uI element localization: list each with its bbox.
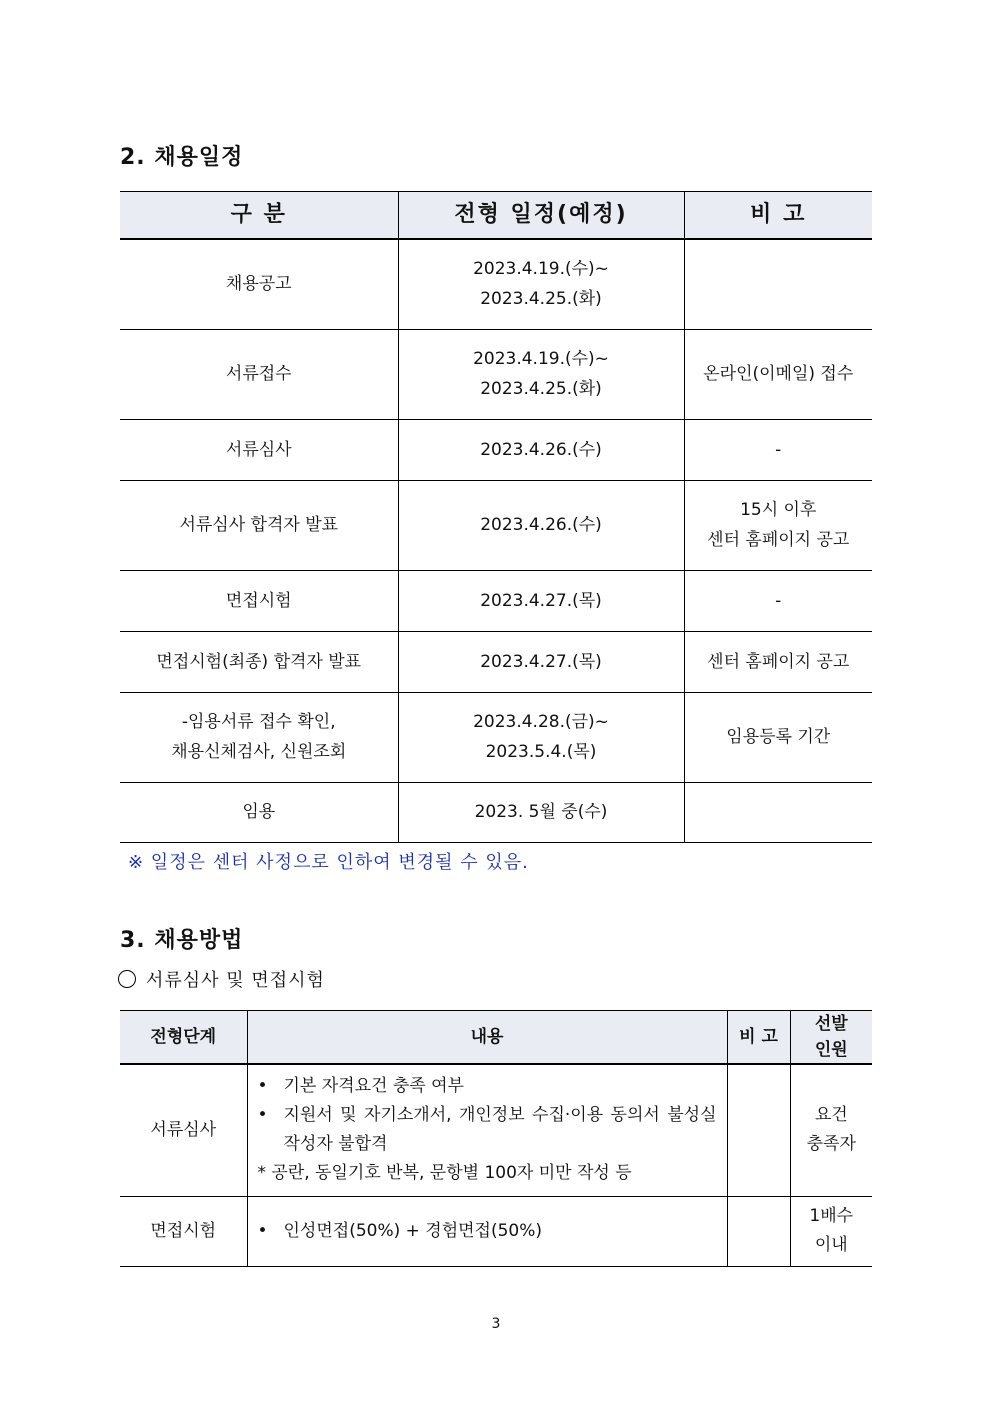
cell-text: 채용신체검사, 신원조회	[171, 742, 347, 762]
method-row-document	[120, 1064, 872, 1196]
cell-text: 2023.4.27.(목)	[480, 590, 602, 611]
schedule-row	[120, 329, 872, 419]
schedule-header-row	[120, 192, 872, 240]
schedule-cell-date	[398, 570, 684, 631]
schedule-cell-stage	[120, 631, 398, 692]
schedule-row	[120, 782, 872, 842]
content-interview	[247, 1196, 727, 1266]
cell-text: 센터 홈페이지 공고	[707, 530, 850, 550]
schedule-cell-note	[684, 329, 872, 419]
selection-line2: 충족자	[806, 1134, 856, 1155]
cell-text: 서류심사	[225, 439, 292, 460]
page-number: 3	[491, 1316, 501, 1332]
cell-text: 15시 이후	[740, 500, 817, 520]
schedule-cell-note	[684, 570, 872, 631]
method-subtitle	[118, 966, 325, 992]
schedule-cell-stage	[120, 692, 398, 782]
selection-line1: 요건	[814, 1105, 848, 1126]
content-document	[247, 1064, 727, 1196]
header-schedule: 전형 일정(예정)	[398, 192, 684, 240]
cell-text: 2023.4.26.(수)	[480, 439, 602, 460]
cell-text: 2023.4.25.(화)	[480, 379, 602, 399]
cell-text: 서류접수	[225, 364, 292, 384]
header-selection-line2: 인원	[814, 1040, 848, 1060]
schedule-row	[120, 419, 872, 480]
schedule-cell-stage	[120, 782, 398, 842]
schedule-cell-date	[398, 239, 684, 329]
stage-interview: 면접시험	[120, 1196, 247, 1266]
bullet-item: • 기본 자격요건 충족 여부	[284, 1072, 717, 1101]
stage-document: 서류심사	[120, 1064, 247, 1196]
schedule-cell-stage	[120, 329, 398, 419]
cell-text: 2023.4.28.(금)~	[473, 712, 609, 732]
header-remarks: 비 고	[684, 192, 872, 240]
schedule-cell-stage	[120, 419, 398, 480]
cell-text: 2023.4.19.(수)~	[473, 259, 609, 280]
schedule-cell-note	[684, 782, 872, 842]
bullet-item: • 지원서 및 자기소개서, 개인정보 수집·이용 동의서 불성실 작성자 불합격	[284, 1101, 717, 1159]
schedule-cell-stage	[120, 570, 398, 631]
selection-document	[790, 1064, 872, 1196]
header-category: 구 분	[120, 192, 398, 240]
method-subtitle-text: 서류심사 및 면접시험	[146, 970, 325, 991]
selection-line2: 이내	[814, 1235, 848, 1255]
cell-text: 임용	[242, 802, 276, 822]
cell-text: 면접시험(최종) 합격자 발표	[156, 651, 362, 672]
schedule-row	[120, 692, 872, 782]
selection-interview	[790, 1196, 872, 1266]
schedule-cell-stage	[120, 480, 398, 570]
schedule-cell-note	[684, 631, 872, 692]
section-2-title: 2. 채용일정	[120, 145, 244, 170]
note-document	[727, 1064, 790, 1196]
cell-text: 2023.4.25.(화)	[480, 289, 602, 310]
cell-text: 2023.4.19.(수)~	[473, 349, 609, 369]
cell-text: 서류심사 합격자 발표	[179, 515, 339, 535]
cell-text: 2023.4.27.(목)	[480, 651, 602, 672]
schedule-cell-note	[684, 239, 872, 329]
schedule-cell-stage	[120, 239, 398, 329]
schedule-footnote: ※ 일정은 센터 사정으로 인하여 변경될 수 있음.	[128, 852, 529, 873]
cell-text: 2023.5.4.(목)	[485, 742, 597, 762]
cell-text: 센터 홈페이지 공고	[707, 651, 850, 672]
schedule-row	[120, 570, 872, 631]
schedule-row	[120, 631, 872, 692]
selection-line1: 1배수	[809, 1206, 854, 1226]
cell-text: 채용공고	[225, 274, 292, 295]
method-header-row	[120, 1011, 872, 1065]
schedule-cell-date	[398, 692, 684, 782]
header-note: 비 고	[727, 1011, 790, 1065]
header-selection	[790, 1011, 872, 1065]
header-content: 내용	[247, 1011, 727, 1065]
cell-text: 2023. 5월 중(수)	[474, 802, 608, 822]
schedule-cell-date	[398, 480, 684, 570]
note-interview	[727, 1196, 790, 1266]
schedule-row	[120, 480, 872, 570]
section-3-title: 3. 채용방법	[120, 928, 244, 953]
schedule-cell-note	[684, 480, 872, 570]
schedule-cell-date	[398, 419, 684, 480]
method-table	[120, 1010, 872, 1267]
schedule-cell-date	[398, 631, 684, 692]
method-row-interview	[120, 1196, 872, 1266]
schedule-cell-date	[398, 329, 684, 419]
cell-text: 임용등록 기간	[726, 727, 831, 747]
header-selection-line1: 선발	[814, 1014, 848, 1034]
cell-text: 2023.4.26.(수)	[480, 515, 602, 535]
circle-icon	[118, 970, 136, 988]
schedule-cell-date	[398, 782, 684, 842]
cell-text: -	[775, 439, 782, 460]
cell-text: -임용서류 접수 확인,	[181, 712, 336, 732]
header-stage: 전형단계	[120, 1011, 247, 1065]
schedule-row	[120, 239, 872, 329]
schedule-cell-note	[684, 692, 872, 782]
schedule-cell-note	[684, 419, 872, 480]
bullet-item: • 인성면접(50%) + 경험면접(50%)	[284, 1217, 717, 1246]
schedule-table	[120, 191, 872, 843]
cell-text: 온라인(이메일) 접수	[703, 364, 854, 384]
asterisk-note: * 공란, 동일기호 반복, 문항별 100자 미만 작성 등	[257, 1163, 632, 1184]
cell-text: -	[775, 590, 782, 611]
cell-text: 면접시험	[225, 590, 292, 611]
